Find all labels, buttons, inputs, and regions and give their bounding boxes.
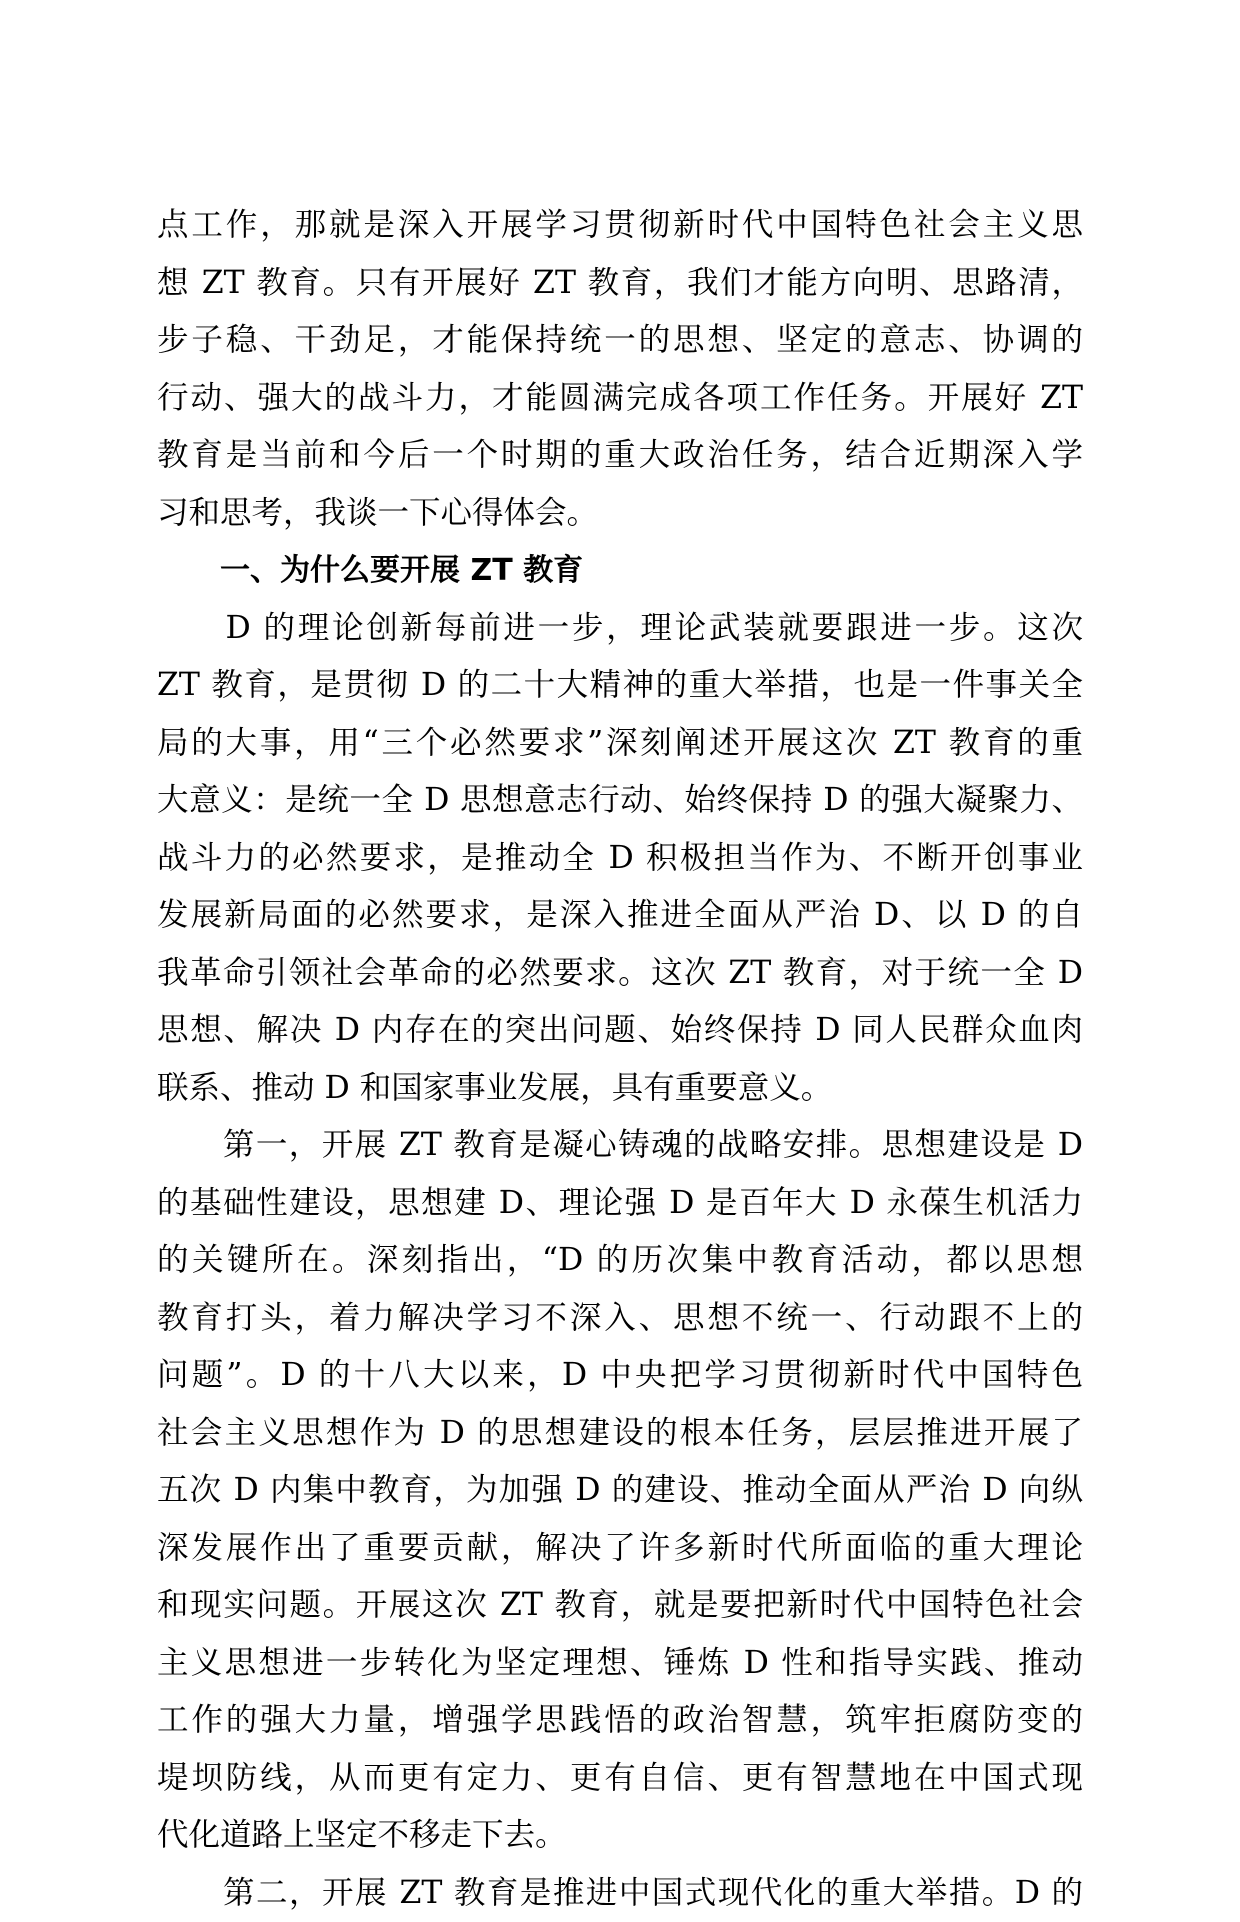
text-line: 思想、解决 D 内存在的突出问题、始终保持 D 同人民群众血肉 [157,1002,1083,1060]
text-line: 点工作，那就是深入开展学习贯彻新时代中国特色社会主义思 [157,197,1083,255]
text-line: 工作的强大力量，增强学思践悟的政治智慧，筑牢拒腐防变的 [157,1692,1083,1750]
text-line: 局的大事，用“三个必然要求”深刻阐述开展这次 ZT 教育的重 [157,715,1083,773]
text-line: 的基础性建设，思想建 D、理论强 D 是百年大 D 永葆生机活力 [157,1175,1083,1233]
text-line: 发展新局面的必然要求，是深入推进全面从严治 D、以 D 的自 [157,887,1083,945]
text-line: 堤坝防线，从而更有定力、更有自信、更有智慧地在中国式现 [157,1750,1083,1808]
text-line: 代化道路上坚定不移走下去。 [157,1807,1083,1865]
text-line: 五次 D 内集中教育，为加强 D 的建设、推动全面从严治 D 向纵 [157,1462,1083,1520]
document-body [157,197,1083,1922]
text-line: 战斗力的必然要求，是推动全 D 积极担当作为、不断开创事业 [157,830,1083,888]
section-heading: 一、为什么要开展 ZT 教育 [157,542,1083,600]
text-line: 教育是当前和今后一个时期的重大政治任务，结合近期深入学 [157,427,1083,485]
text-line: D 的理论创新每前进一步，理论武装就要跟进一步。这次 [157,600,1083,658]
text-line: 我革命引领社会革命的必然要求。这次 ZT 教育，对于统一全 D [157,945,1083,1003]
text-line: 的关键所在。深刻指出，“D 的历次集中教育活动，都以思想 [157,1232,1083,1290]
text-line: 和现实问题。开展这次 ZT 教育，就是要把新时代中国特色社会 [157,1577,1083,1635]
text-line: 深发展作出了重要贡献，解决了许多新时代所面临的重大理论 [157,1520,1083,1578]
text-line: 社会主义思想作为 D 的思想建设的根本任务，层层推进开展了 [157,1405,1083,1463]
text-line: 问题”。D 的十八大以来，D 中央把学习贯彻新时代中国特色 [157,1347,1083,1405]
text-line: 教育打头，着力解决学习不深入、思想不统一、行动跟不上的 [157,1290,1083,1348]
text-line: 想 ZT 教育。只有开展好 ZT 教育，我们才能方向明、思路清， [157,255,1083,313]
text-line: 联系、推动 D 和国家事业发展，具有重要意义。 [157,1060,1083,1118]
text-line: 行动、强大的战斗力，才能圆满完成各项工作任务。开展好 ZT [157,370,1083,428]
text-line: 习和思考，我谈一下心得体会。 [157,485,1083,543]
text-line: 主义思想进一步转化为坚定理想、锤炼 D 性和指导实践、推动 [157,1635,1083,1693]
text-line: 第一，开展 ZT 教育是凝心铸魂的战略安排。思想建设是 D [157,1117,1083,1175]
text-line: 大意义：是统一全 D 思想意志行动、始终保持 D 的强大凝聚力、 [157,772,1083,830]
text-line: ZT 教育，是贯彻 D 的二十大精神的重大举措，也是一件事关全 [157,657,1083,715]
text-line: 第二，开展 ZT 教育是推进中国式现代化的重大举措。D 的 [157,1865,1083,1922]
text-line: 步子稳、干劲足，才能保持统一的思想、坚定的意志、协调的 [157,312,1083,370]
